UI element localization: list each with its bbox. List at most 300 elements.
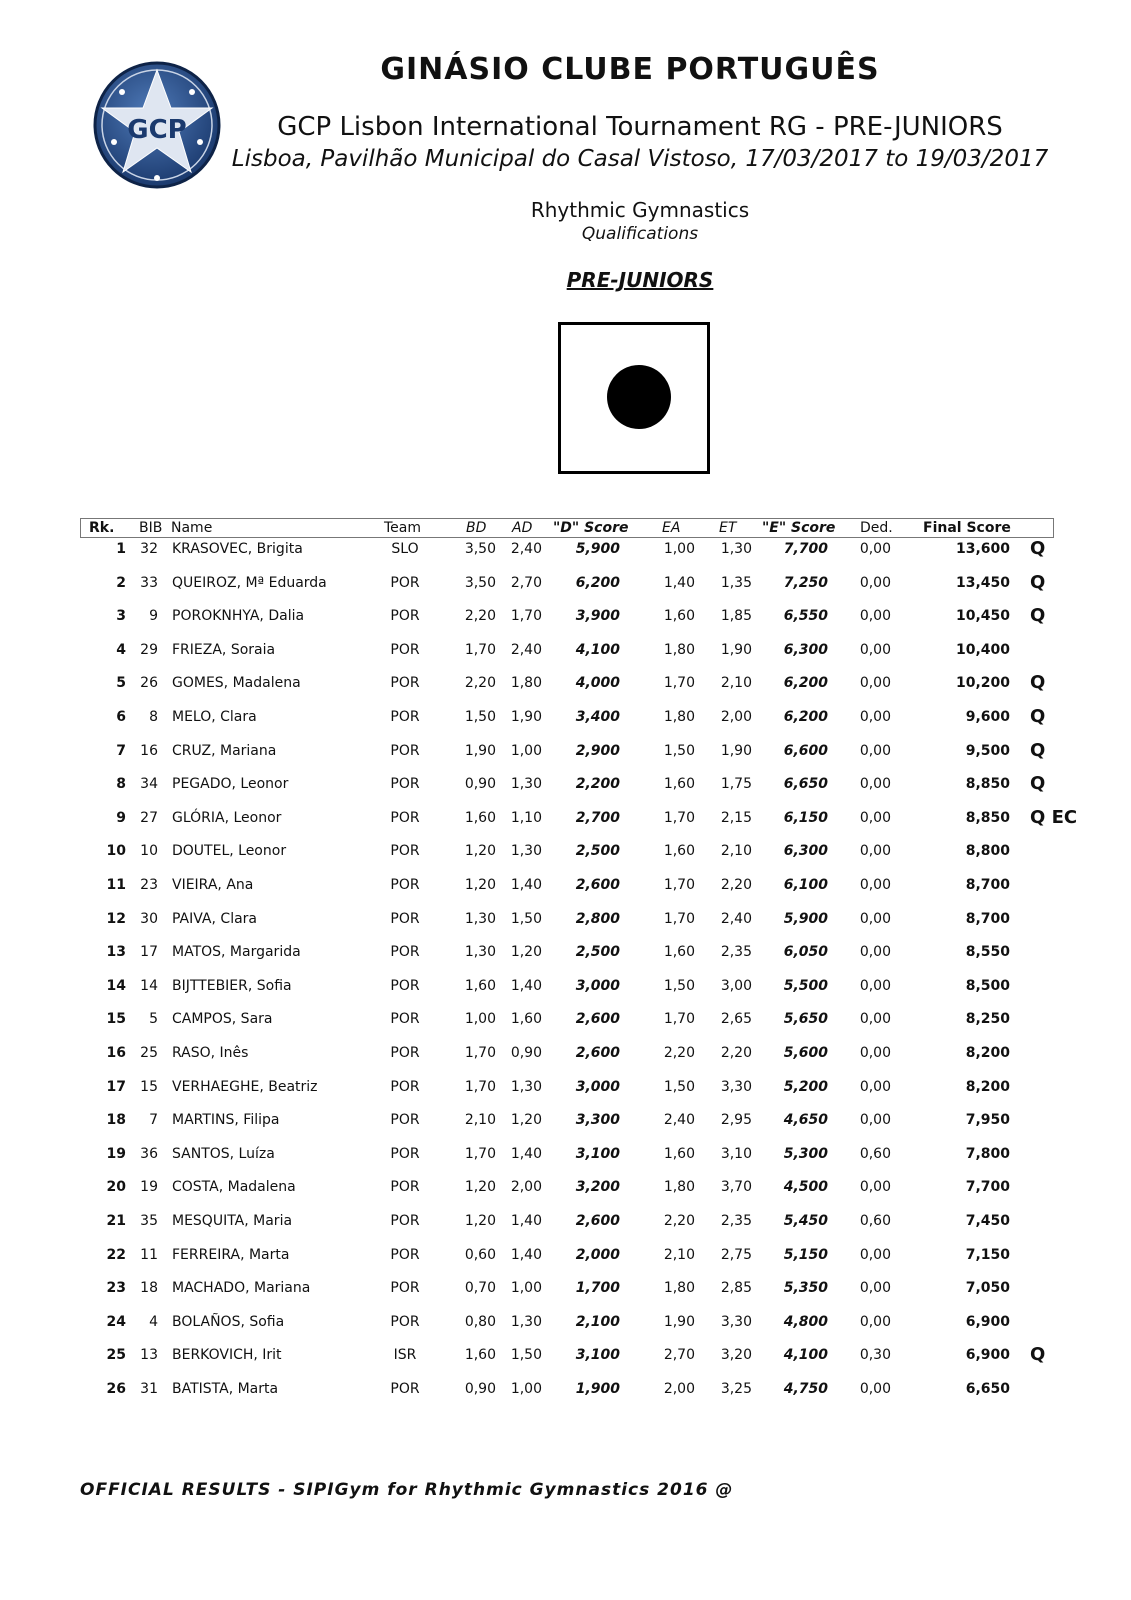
cell-team: POR [390, 877, 420, 893]
cell-name: KRASOVEC, Brigita [172, 541, 303, 557]
cell-rank: 16 [106, 1045, 126, 1061]
cell-bd: 0,70 [464, 1280, 496, 1296]
cell-team: POR [390, 843, 420, 859]
cell-ded: 0,00 [859, 944, 891, 960]
cell-et: 1,75 [720, 776, 752, 792]
cell-ded: 0,00 [859, 1011, 891, 1027]
cell-name: BERKOVICH, Irit [172, 1347, 282, 1363]
cell-d: 4,100 [575, 642, 620, 658]
cell-rank: 23 [106, 1280, 126, 1296]
cell-ad: 1,30 [510, 1079, 542, 1095]
cell-d: 3,900 [575, 608, 620, 624]
cell-d: 2,600 [575, 1011, 620, 1027]
cell-ad: 1,30 [510, 1314, 542, 1330]
cell-e: 5,650 [783, 1011, 828, 1027]
cell-final: 8,550 [965, 944, 1010, 960]
cell-bib: 5 [149, 1011, 158, 1027]
cell-ea: 1,60 [663, 1146, 695, 1162]
cell-bd: 1,60 [464, 978, 496, 994]
cell-bib: 17 [140, 944, 158, 960]
cell-ad: 1,80 [510, 675, 542, 691]
cell-bib: 9 [149, 608, 158, 624]
cell-ad: 1,00 [510, 1280, 542, 1296]
cell-rank: 19 [106, 1146, 126, 1162]
cell-rank: 3 [116, 608, 126, 624]
cell-rank: 4 [116, 642, 126, 658]
cell-ad: 1,40 [510, 978, 542, 994]
cell-d: 6,200 [575, 575, 620, 591]
cell-d: 2,200 [575, 776, 620, 792]
cell-ea: 1,40 [663, 575, 695, 591]
cell-bd: 1,70 [464, 1045, 496, 1061]
venue-date: Lisboa, Pavilhão Municipal do Casal Vistoso, 17/03/2017 to 19/03/2017 [231, 146, 1049, 172]
cell-ded: 0,00 [859, 608, 891, 624]
cell-bd: 1,70 [464, 1079, 496, 1095]
cell-team: POR [390, 810, 420, 826]
cell-team: POR [390, 1280, 420, 1296]
cell-e: 4,750 [783, 1381, 828, 1397]
club-title: GINÁSIO CLUBE PORTUGUÊS [380, 52, 880, 87]
qualified-mark: Q [1030, 605, 1046, 626]
cell-ea: 1,70 [663, 675, 695, 691]
cell-name: PAIVA, Clara [172, 911, 257, 927]
cell-team: POR [390, 1112, 420, 1128]
cell-ea: 2,40 [663, 1112, 695, 1128]
cell-name: FERREIRA, Marta [172, 1247, 290, 1263]
cell-ad: 1,10 [510, 810, 542, 826]
cell-bd: 1,20 [464, 1179, 496, 1195]
cell-name: SANTOS, Luíza [172, 1146, 275, 1162]
cell-et: 1,30 [720, 541, 752, 557]
cell-final: 8,200 [965, 1045, 1010, 1061]
cell-et: 2,40 [720, 911, 752, 927]
cell-bd: 1,30 [464, 944, 496, 960]
cell-ded: 0,60 [859, 1213, 891, 1229]
cell-d: 3,300 [575, 1112, 620, 1128]
cell-bib: 11 [140, 1247, 158, 1263]
cell-bd: 0,60 [464, 1247, 496, 1263]
col-team: Team [384, 520, 422, 536]
col-et: ET [719, 520, 737, 536]
col-bd: BD [466, 520, 487, 536]
cell-e: 6,600 [783, 743, 828, 759]
cell-rank: 2 [116, 575, 126, 591]
cell-team: POR [390, 642, 420, 658]
cell-e: 4,100 [783, 1347, 828, 1363]
cell-d: 4,000 [575, 675, 620, 691]
cell-rank: 20 [106, 1179, 126, 1195]
cell-bd: 0,80 [464, 1314, 496, 1330]
cell-ad: 1,40 [510, 1146, 542, 1162]
cell-ded: 0,00 [859, 675, 891, 691]
cell-ea: 2,10 [663, 1247, 695, 1263]
cell-et: 3,20 [720, 1347, 752, 1363]
cell-team: POR [390, 1079, 420, 1095]
cell-ded: 0,00 [859, 877, 891, 893]
cell-ad: 1,90 [510, 709, 542, 725]
cell-et: 1,85 [720, 608, 752, 624]
cell-ded: 0,00 [859, 1045, 891, 1061]
cell-et: 2,10 [720, 843, 752, 859]
cell-et: 1,90 [720, 743, 752, 759]
logo-text: GCP [127, 115, 187, 145]
cell-d: 2,000 [575, 1247, 620, 1263]
cell-bib: 18 [140, 1280, 158, 1296]
cell-name: CRUZ, Mariana [172, 743, 277, 759]
cell-final: 6,900 [965, 1314, 1010, 1330]
cell-name: MELO, Clara [172, 709, 257, 725]
cell-name: BATISTA, Marta [172, 1381, 279, 1397]
cell-ad: 1,20 [510, 944, 542, 960]
cell-ad: 1,40 [510, 1213, 542, 1229]
cell-final: 6,900 [965, 1347, 1010, 1363]
cell-bib: 25 [140, 1045, 158, 1061]
cell-e: 6,200 [783, 709, 828, 725]
cell-final: 7,050 [965, 1280, 1010, 1296]
cell-team: POR [390, 1213, 420, 1229]
cell-bd: 1,70 [464, 1146, 496, 1162]
cell-team: POR [390, 1045, 420, 1061]
cell-final: 7,800 [965, 1146, 1010, 1162]
cell-ded: 0,00 [859, 1179, 891, 1195]
cell-final: 7,150 [965, 1247, 1010, 1263]
cell-et: 1,35 [720, 575, 752, 591]
cell-et: 3,30 [720, 1079, 752, 1095]
cell-e: 6,100 [783, 877, 828, 893]
cell-ea: 1,70 [663, 911, 695, 927]
cell-ea: 1,60 [663, 608, 695, 624]
cell-final: 8,700 [965, 911, 1010, 927]
cell-ad: 2,40 [510, 642, 542, 658]
footer-note: OFFICIAL RESULTS - SIPIGym for Rhythmic Gymnastics 2016 @ [80, 1480, 734, 1500]
cell-rank: 8 [116, 776, 126, 792]
cell-et: 2,00 [720, 709, 752, 725]
cell-d: 3,000 [575, 1079, 620, 1095]
club-logo [92, 60, 222, 190]
cell-final: 8,850 [965, 776, 1010, 792]
cell-bd: 1,60 [464, 810, 496, 826]
col-rank: Rk. [89, 520, 115, 536]
cell-et: 3,25 [720, 1381, 752, 1397]
cell-e: 5,300 [783, 1146, 828, 1162]
cell-ea: 1,70 [663, 877, 695, 893]
cell-final: 10,450 [955, 608, 1010, 624]
cell-ea: 1,80 [663, 709, 695, 725]
cell-ad: 2,00 [510, 1179, 542, 1195]
cell-rank: 17 [106, 1079, 126, 1095]
cell-bib: 10 [140, 843, 158, 859]
cell-ea: 1,60 [663, 944, 695, 960]
qualified-mark: Q [1030, 706, 1046, 727]
cell-bd: 0,90 [464, 1381, 496, 1397]
cell-rank: 6 [116, 709, 126, 725]
cell-d: 3,100 [575, 1347, 620, 1363]
cell-bd: 3,50 [464, 541, 496, 557]
cell-et: 2,95 [720, 1112, 752, 1128]
cell-et: 3,00 [720, 978, 752, 994]
cell-ea: 2,20 [663, 1045, 695, 1061]
cell-final: 13,600 [955, 541, 1010, 557]
cell-e: 6,200 [783, 675, 828, 691]
cell-bd: 2,10 [464, 1112, 496, 1128]
cell-bib: 36 [140, 1146, 158, 1162]
cell-bib: 27 [140, 810, 158, 826]
cell-e: 6,300 [783, 642, 828, 658]
cell-rank: 22 [106, 1247, 126, 1263]
cell-ea: 1,90 [663, 1314, 695, 1330]
cell-final: 8,250 [965, 1011, 1010, 1027]
cell-bib: 4 [149, 1314, 158, 1330]
qualified-mark: Q [1030, 538, 1046, 559]
cell-bib: 33 [140, 575, 158, 591]
cell-ded: 0,60 [859, 1146, 891, 1162]
cell-bib: 14 [140, 978, 158, 994]
cell-et: 2,75 [720, 1247, 752, 1263]
cell-e: 5,350 [783, 1280, 828, 1296]
cell-e: 7,700 [783, 541, 828, 557]
cell-rank: 25 [106, 1347, 126, 1363]
cell-ded: 0,00 [859, 1381, 891, 1397]
cell-rank: 24 [106, 1314, 126, 1330]
cell-bib: 7 [149, 1112, 158, 1128]
cell-ded: 0,00 [859, 776, 891, 792]
cell-final: 6,650 [965, 1381, 1010, 1397]
col-ad: AD [512, 520, 533, 536]
discipline: Rhythmic Gymnastics [530, 198, 750, 222]
cell-team: POR [390, 944, 420, 960]
cell-rank: 5 [116, 675, 126, 691]
cell-bd: 2,20 [464, 675, 496, 691]
cell-name: GLÓRIA, Leonor [172, 810, 282, 826]
cell-name: CAMPOS, Sara [172, 1011, 273, 1027]
cell-team: POR [390, 575, 420, 591]
cell-et: 3,70 [720, 1179, 752, 1195]
cell-e: 5,150 [783, 1247, 828, 1263]
cell-e: 5,200 [783, 1079, 828, 1095]
ball-apparatus-icon [558, 322, 710, 474]
cell-e: 5,500 [783, 978, 828, 994]
cell-bib: 31 [140, 1381, 158, 1397]
cell-bib: 34 [140, 776, 158, 792]
cell-bib: 35 [140, 1213, 158, 1229]
cell-d: 2,500 [575, 944, 620, 960]
col-ded: Ded. [860, 520, 893, 536]
cell-rank: 18 [106, 1112, 126, 1128]
cell-d: 2,600 [575, 1045, 620, 1061]
cell-e: 6,050 [783, 944, 828, 960]
cell-ded: 0,00 [859, 978, 891, 994]
cell-ded: 0,00 [859, 810, 891, 826]
category-title: PRE-JUNIORS [566, 268, 714, 292]
cell-bd: 1,00 [464, 1011, 496, 1027]
cell-rank: 1 [116, 541, 126, 557]
cell-team: POR [390, 675, 420, 691]
cell-et: 2,20 [720, 1045, 752, 1061]
cell-et: 3,30 [720, 1314, 752, 1330]
cell-bd: 1,20 [464, 1213, 496, 1229]
cell-bd: 1,50 [464, 709, 496, 725]
cell-d: 3,000 [575, 978, 620, 994]
cell-ded: 0,00 [859, 541, 891, 557]
cell-final: 10,400 [955, 642, 1010, 658]
col-bib: BIB [139, 520, 163, 536]
cell-d: 2,500 [575, 843, 620, 859]
cell-e: 6,650 [783, 776, 828, 792]
cell-name: MARTINS, Filipa [172, 1112, 280, 1128]
cell-e: 4,500 [783, 1179, 828, 1195]
cell-e: 6,300 [783, 843, 828, 859]
cell-final: 9,600 [965, 709, 1010, 725]
cell-et: 2,10 [720, 675, 752, 691]
cell-team: POR [390, 978, 420, 994]
cell-name: COSTA, Madalena [172, 1179, 296, 1195]
cell-e: 5,450 [783, 1213, 828, 1229]
cell-ad: 1,50 [510, 911, 542, 927]
cell-ded: 0,00 [859, 1280, 891, 1296]
cell-name: BIJTTEBIER, Sofia [172, 978, 292, 994]
cell-ea: 1,60 [663, 843, 695, 859]
cell-team: SLO [391, 541, 419, 557]
cell-rank: 13 [106, 944, 126, 960]
cell-team: POR [390, 1314, 420, 1330]
cell-ea: 1,50 [663, 1079, 695, 1095]
cell-name: VIEIRA, Ana [172, 877, 254, 893]
cell-ad: 1,60 [510, 1011, 542, 1027]
cell-ded: 0,00 [859, 1079, 891, 1095]
qualified-mark: Q [1030, 740, 1046, 761]
cell-bd: 1,30 [464, 911, 496, 927]
cell-et: 2,20 [720, 877, 752, 893]
cell-d: 2,800 [575, 911, 620, 927]
cell-ad: 1,50 [510, 1347, 542, 1363]
cell-ad: 1,00 [510, 743, 542, 759]
cell-bd: 1,60 [464, 1347, 496, 1363]
cell-name: MACHADO, Mariana [172, 1280, 311, 1296]
cell-bib: 16 [140, 743, 158, 759]
cell-name: RASO, Inês [172, 1045, 249, 1061]
cell-ded: 0,30 [859, 1347, 891, 1363]
cell-bd: 1,20 [464, 877, 496, 893]
cell-team: POR [390, 1381, 420, 1397]
cell-team: POR [390, 911, 420, 927]
cell-d: 2,700 [575, 810, 620, 826]
cell-e: 7,250 [783, 575, 828, 591]
cell-bib: 29 [140, 642, 158, 658]
cell-ded: 0,00 [859, 843, 891, 859]
cell-d: 2,600 [575, 877, 620, 893]
cell-ea: 1,60 [663, 776, 695, 792]
cell-ad: 1,30 [510, 776, 542, 792]
cell-rank: 10 [106, 843, 126, 859]
cell-bib: 19 [140, 1179, 158, 1195]
cell-name: MATOS, Margarida [172, 944, 301, 960]
cell-final: 7,700 [965, 1179, 1010, 1195]
cell-team: POR [390, 776, 420, 792]
cell-rank: 7 [116, 743, 126, 759]
cell-name: QUEIROZ, Mª Eduarda [172, 575, 327, 591]
cell-rank: 15 [106, 1011, 126, 1027]
cell-name: POROKNHYA, Dalia [172, 608, 305, 624]
cell-name: VERHAEGHE, Beatriz [172, 1079, 318, 1095]
qualified-mark: Q [1030, 572, 1046, 593]
cell-d: 5,900 [575, 541, 620, 557]
cell-final: 7,450 [965, 1213, 1010, 1229]
cell-rank: 11 [106, 877, 126, 893]
cell-bd: 2,20 [464, 608, 496, 624]
cell-final: 13,450 [955, 575, 1010, 591]
cell-final: 8,500 [965, 978, 1010, 994]
cell-e: 4,650 [783, 1112, 828, 1128]
cell-d: 3,200 [575, 1179, 620, 1195]
cell-ad: 1,30 [510, 843, 542, 859]
cell-et: 2,35 [720, 1213, 752, 1229]
cell-name: PEGADO, Leonor [172, 776, 289, 792]
cell-e: 5,600 [783, 1045, 828, 1061]
cell-ad: 1,40 [510, 1247, 542, 1263]
cell-ad: 1,70 [510, 608, 542, 624]
cell-ea: 1,70 [663, 1011, 695, 1027]
cell-bib: 8 [149, 709, 158, 725]
cell-bib: 30 [140, 911, 158, 927]
cell-ea: 2,70 [663, 1347, 695, 1363]
cell-bib: 26 [140, 675, 158, 691]
cell-ad: 2,70 [510, 575, 542, 591]
cell-ea: 1,70 [663, 810, 695, 826]
cell-bib: 32 [140, 541, 158, 557]
cell-d: 2,600 [575, 1213, 620, 1229]
cell-final: 10,200 [955, 675, 1010, 691]
cell-team: POR [390, 709, 420, 725]
cell-et: 3,10 [720, 1146, 752, 1162]
cell-ded: 0,00 [859, 709, 891, 725]
cell-ea: 1,80 [663, 1179, 695, 1195]
cell-team: ISR [393, 1347, 417, 1363]
cell-final: 9,500 [965, 743, 1010, 759]
cell-ad: 2,40 [510, 541, 542, 557]
col-e-score: "E" Score [762, 520, 836, 536]
cell-bib: 13 [140, 1347, 158, 1363]
cell-ded: 0,00 [859, 1112, 891, 1128]
cell-rank: 12 [106, 911, 126, 927]
cell-ad: 0,90 [510, 1045, 542, 1061]
cell-bd: 0,90 [464, 776, 496, 792]
cell-team: POR [390, 608, 420, 624]
cell-et: 1,90 [720, 642, 752, 658]
cell-team: POR [390, 1011, 420, 1027]
cell-rank: 14 [106, 978, 126, 994]
cell-ded: 0,00 [859, 642, 891, 658]
cell-et: 2,15 [720, 810, 752, 826]
cell-d: 1,700 [575, 1280, 620, 1296]
phase: Qualifications [581, 224, 699, 244]
cell-et: 2,35 [720, 944, 752, 960]
cell-e: 5,900 [783, 911, 828, 927]
cell-ea: 1,50 [663, 743, 695, 759]
cell-ad: 1,00 [510, 1381, 542, 1397]
cell-d: 2,100 [575, 1314, 620, 1330]
cell-ea: 1,00 [663, 541, 695, 557]
cell-ea: 2,00 [663, 1381, 695, 1397]
qualified-mark: Q EC [1030, 807, 1078, 828]
cell-team: POR [390, 743, 420, 759]
qualified-mark: Q [1030, 672, 1046, 693]
cell-rank: 9 [116, 810, 126, 826]
cell-rank: 21 [106, 1213, 126, 1229]
cell-team: POR [390, 1247, 420, 1263]
col-ea: EA [662, 520, 681, 536]
cell-name: BOLAÑOS, Sofia [172, 1314, 285, 1330]
col-name: Name [171, 520, 213, 536]
